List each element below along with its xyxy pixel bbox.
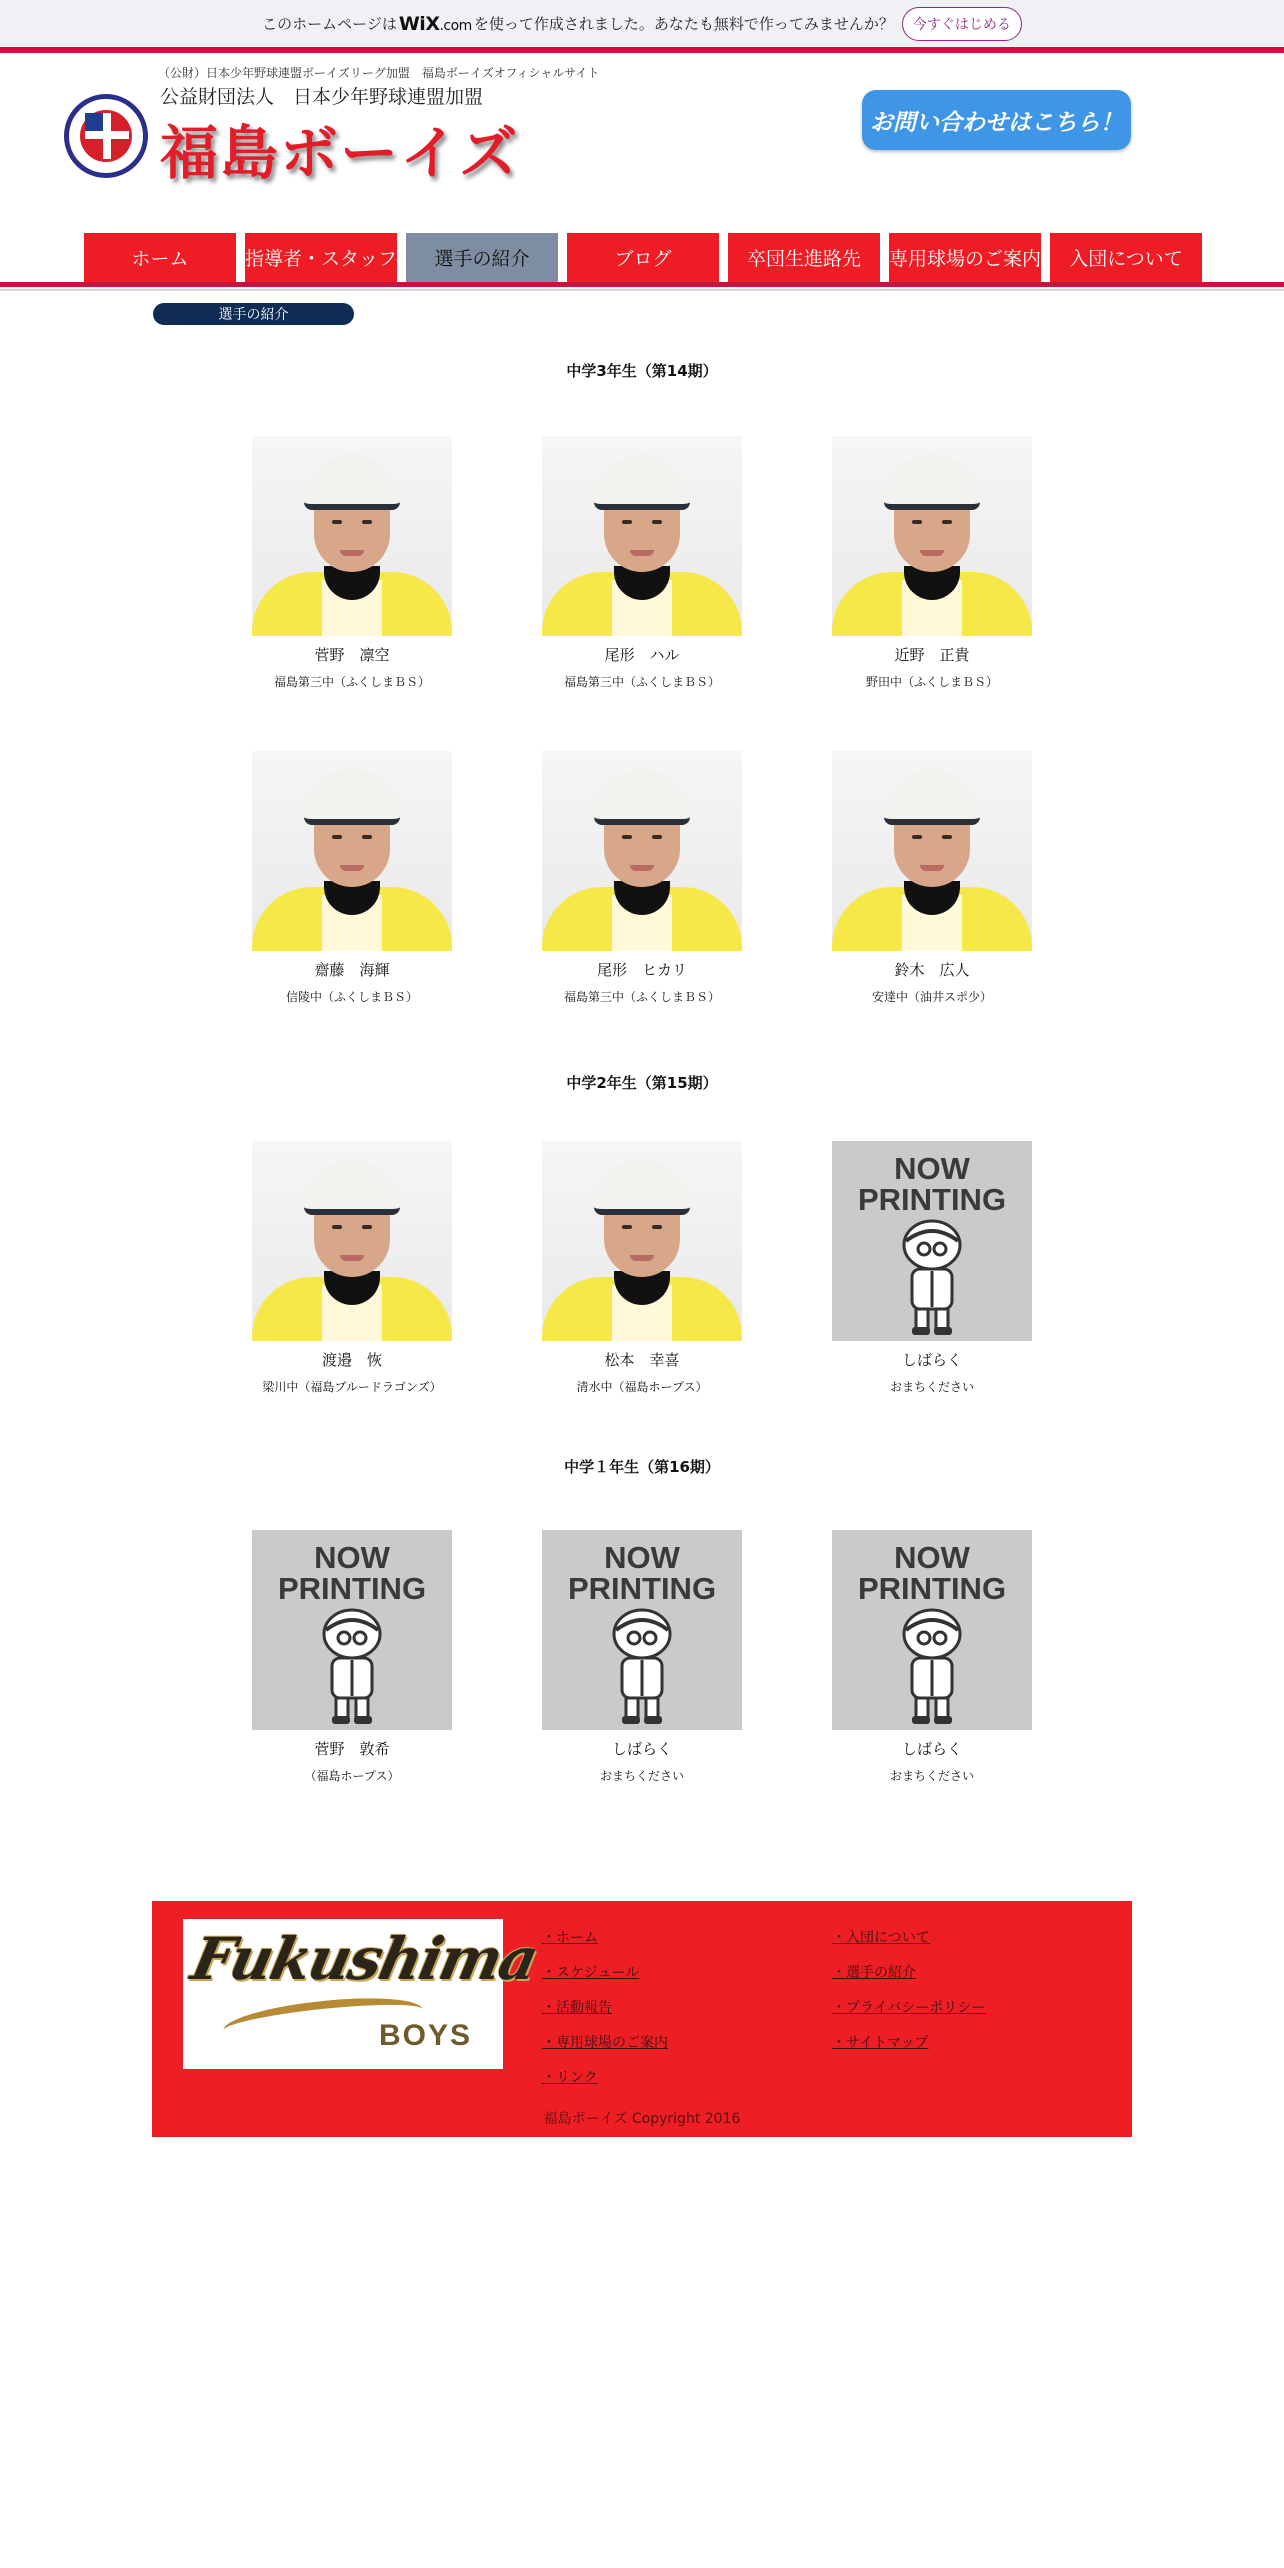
footer-link-players[interactable]: ・選手の紹介: [832, 1965, 916, 1981]
wix-promo-banner: [0, 0, 1284, 47]
now-printing-text: [542, 1542, 742, 1604]
now-printing-placeholder[interactable]: [542, 1530, 742, 1730]
org-name: 公益財団法人 日本少年野球連盟加盟: [160, 86, 484, 108]
nav-item-join[interactable]: 入団について: [1050, 233, 1202, 282]
footer-links-col2: [832, 1927, 985, 2067]
player-card: [242, 751, 462, 1005]
header-top-line: [0, 47, 1284, 53]
footer-link-join[interactable]: ・入団について: [832, 1930, 930, 1946]
player-name: しばらく: [901, 1351, 962, 1369]
nav-item-ballpark[interactable]: 専用球場のご案内: [889, 233, 1041, 282]
now-printing-line2: PRINTING: [857, 1571, 1007, 1606]
group-heading-grade3: 中学3年生（第14期）: [566, 362, 718, 380]
nav-item-home[interactable]: ホーム: [84, 233, 236, 282]
footer: [152, 1901, 1132, 2137]
now-printing-placeholder[interactable]: [252, 1530, 452, 1730]
nav-item-staff[interactable]: 指導者・スタッフ: [245, 233, 397, 282]
nav-item-graduates[interactable]: 卒団生進路先: [728, 233, 880, 282]
copyright: 福島ボーイズ Copyright 2016: [543, 2111, 741, 2127]
footer-link-ballpark[interactable]: ・専用球場のご案内: [542, 2035, 668, 2051]
player-name: 渡邉 恢: [321, 1351, 382, 1369]
player-name: しばらく: [611, 1740, 672, 1758]
footer-logo-wordmark: Fukushima: [185, 1925, 543, 1993]
player-name: 尾形 ヒカリ: [596, 961, 687, 979]
player-card: [822, 1530, 1042, 1784]
player-card: [242, 1530, 462, 1784]
now-printing-text: [252, 1542, 452, 1604]
player-card: [532, 436, 752, 690]
player-name: 松本 幸喜: [604, 1351, 680, 1369]
player-school: 信陵中（ふくしまＢＳ）: [285, 990, 418, 1004]
footer-link-privacy[interactable]: ・プライバシーポリシー: [832, 2000, 986, 2016]
footer-link-schedule[interactable]: ・スケジュール: [542, 1965, 640, 1981]
player-photo[interactable]: [252, 751, 452, 951]
nav-item-players[interactable]: 選手の紹介: [406, 233, 558, 282]
nav-bottom-shadow: [0, 289, 1284, 291]
main-nav: [84, 233, 1202, 282]
player-photo[interactable]: [542, 436, 742, 636]
player-name: 鈴木 広人: [894, 961, 970, 979]
player-name: 菅野 敦希: [314, 1740, 390, 1758]
now-printing-line1: NOW: [604, 1540, 680, 1575]
player-name: 近野 正貴: [894, 646, 970, 664]
group-heading-grade1: 中学１年生（第16期）: [564, 1458, 720, 1476]
now-printing-line1: NOW: [894, 1151, 970, 1186]
player-school: 清水中（福島ホープス）: [576, 1380, 708, 1394]
bowing-figure-icon: [892, 1608, 972, 1726]
start-now-button[interactable]: 今すぐはじめる: [902, 7, 1022, 41]
site-tagline: （公財）日本少年野球連盟ボーイズリーグ加盟 福島ボーイズオフィシャルサイト: [158, 66, 600, 80]
player-card: [532, 1530, 752, 1784]
bowing-figure-icon: [892, 1219, 972, 1337]
player-name: 菅野 凛空: [314, 646, 390, 664]
now-printing-line1: NOW: [314, 1540, 390, 1575]
footer-link-home[interactable]: ・ホーム: [542, 1930, 598, 1946]
footer-link-links[interactable]: ・リンク: [542, 2070, 598, 2086]
player-card: [532, 751, 752, 1005]
player-school: おまちください: [599, 1769, 684, 1783]
player-school: 福島第三中（ふくしまＢＳ）: [273, 675, 430, 689]
footer-team-logo[interactable]: [183, 1919, 543, 2069]
player-school: 福島第三中（ふくしまＢＳ）: [563, 675, 720, 689]
page-label: 選手の紹介: [153, 303, 354, 325]
nav-bottom-line: [0, 282, 1284, 287]
player-school: 福島第三中（ふくしまＢＳ）: [563, 990, 720, 1004]
bowing-figure-icon: [602, 1608, 682, 1726]
wix-banner-text-after: を使って作成されました。あなたも無料で作ってみませんか？: [473, 15, 894, 33]
contact-button[interactable]: お問い合わせはこちら！: [862, 90, 1131, 150]
player-card: [242, 1141, 462, 1395]
player-photo[interactable]: [832, 436, 1032, 636]
wix-logo-suffix: .com: [439, 17, 472, 34]
player-school: 安達中（油井スポ少）: [871, 990, 992, 1004]
player-photo[interactable]: [542, 1141, 742, 1341]
player-photo[interactable]: [252, 1141, 452, 1341]
player-name: しばらく: [901, 1740, 962, 1758]
wix-banner-text-before: このホームページは: [262, 15, 397, 33]
now-printing-line2: PRINTING: [277, 1571, 427, 1606]
player-card: [822, 1141, 1042, 1395]
player-card: [822, 436, 1042, 690]
player-school: おまちください: [889, 1769, 974, 1783]
now-printing-text: [832, 1153, 1032, 1215]
now-printing-line2: PRINTING: [857, 1182, 1007, 1217]
footer-logo-sub: BOYS: [379, 2019, 473, 2052]
footer-links-col1: [542, 1927, 668, 2102]
now-printing-line1: NOW: [894, 1540, 970, 1575]
wix-logo-text: WiX: [398, 12, 440, 35]
footer-link-activity[interactable]: ・活動報告: [542, 2000, 612, 2016]
player-photo[interactable]: [832, 751, 1032, 951]
player-name: 尾形 ハル: [604, 646, 680, 664]
player-photo[interactable]: [252, 436, 452, 636]
now-printing-placeholder[interactable]: [832, 1141, 1032, 1341]
league-emblem-logo[interactable]: [64, 94, 148, 178]
player-school: （福島ホープス）: [304, 1769, 400, 1783]
bowing-figure-icon: [312, 1608, 392, 1726]
player-card: [242, 436, 462, 690]
player-name: 齋藤 海輝: [314, 961, 390, 979]
now-printing-line2: PRINTING: [567, 1571, 717, 1606]
player-card: [532, 1141, 752, 1395]
site-title[interactable]: 福島ボーイズ: [160, 119, 520, 187]
player-school: 野田中（ふくしまＢＳ）: [865, 675, 998, 689]
player-card: [822, 751, 1042, 1005]
group-heading-grade2: 中学2年生（第15期）: [566, 1074, 718, 1092]
player-school: 梁川中（福島ブルードラゴンズ）: [262, 1380, 442, 1394]
player-school: おまちください: [889, 1380, 974, 1394]
wix-logo[interactable]: [399, 13, 472, 35]
nav-item-blog[interactable]: ブログ: [567, 233, 719, 282]
player-photo[interactable]: [542, 751, 742, 951]
now-printing-text: [832, 1542, 1032, 1604]
now-printing-placeholder[interactable]: [832, 1530, 1032, 1730]
footer-link-sitemap[interactable]: ・サイトマップ: [832, 2035, 929, 2051]
